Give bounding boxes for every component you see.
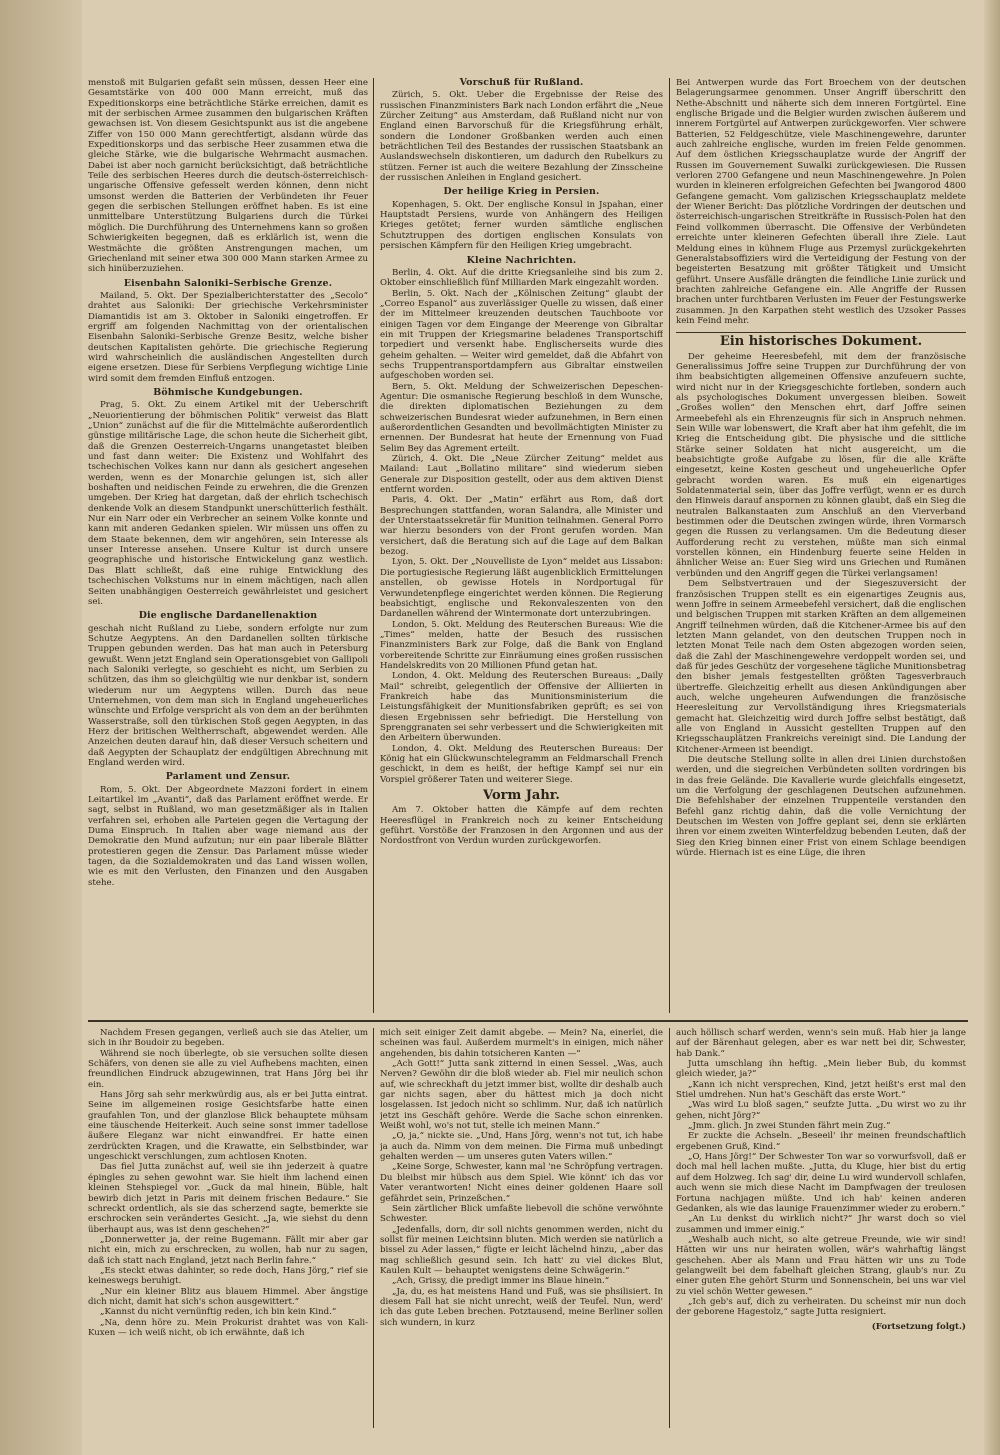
article-dokument-text-1: Der geheime Heeresbefehl, mit dem der französische Generalissimus Joffre seine Truppen zur Durchführung der von ihm beabsichtigten allgemeinen Offensive anzufeuern suchte, wird nicht nur in der Kriegsgeschichte fortleben, sondern auch als psychologisches Dokument unvergessen bleiben. Soweit „Großes wollen“ den Menschen ehrt, darf Joffre seinen Armeebefehl als ein Ehrenzeugnis für sich in Anspruch nehmen. Sein Wille war lobenswert, die Kraft aber hat ihm gefehlt, die im Krieg die Entscheidung gibt. Die physische und die sittliche Stärke seiner Soldaten hat nicht ausgereicht, um die beabsichtigte große Aufgabe zu lösen, für die alle Kräfte eingesetzt, keine Kosten gescheut und ungeheuerliche Opfer gebracht worden waren. Es muß ein eigenartiges Soldatenmaterial sein, über das Joffre verfügt, wenn er es durch den Hinweis darauf anspornen zu können glaubt, daß ein Sieg die neutralen Balkanstaaten zum Anschluß an den Vierverband bestimmen oder die Deutschen zwingen würde, ihren Vormarsch gegen die Russen zu verlangsamen. Um die Bedeutung dieser Aufforderung recht zu verstehen, müßte man sich einmal vorstellen können, ein Hindenburg feuerte seine Helden in ähnlicher Weise an: Euer Sieg wird uns Griechen und Rumänen verbünden und den Angriff gegen die Türkei verlangsamen! bbox=[676, 351, 966, 579]
news-item-zuerich: Zürich, 4. Okt. Die „Neue Zürcher Zeitung“ meldet aus Mailand: Laut „Bollatino militare“ sind wiederum sieben Generale zur Disposition gestellt, oder aus dem aktiven Dienst entfernt worden. bbox=[380, 454, 663, 496]
feuilleton-rule-1 bbox=[373, 1028, 374, 1428]
feuilleton-paragraph: Nachdem Fresen gegangen, verließ auch sie das Atelier, um sich in ihr Boudoir zu begeben. bbox=[88, 1028, 368, 1049]
feuilleton-paragraph: „Keine Sorge, Schwester, kann mal 'ne Schröpfung vertragen. Du bleibst mir hübsch aus dem Spiel. Wie könnt' ich das vor Vater verantworten! Nicht eines deiner goldenen Haare soll gefährdet sein, Prinzeßchen.“ bbox=[380, 1162, 663, 1204]
news-column-3 bbox=[676, 78, 966, 1013]
feuilleton-separator bbox=[88, 1020, 968, 1022]
headline-dardanellen: Die englische Dardanellenaktion bbox=[138, 610, 318, 622]
column-rule-1 bbox=[373, 78, 374, 1013]
headline-persien: Der heilige Krieg in Persien. bbox=[443, 186, 600, 198]
feuilleton-paragraph: „O, ja,“ nickte sie. „Und, Hans Jörg, wenn's not tut, ich habe ja auch da. Nimm von dem meinen. Die Firma muß unbedingt gehalten werden — um unseres guten Vaters willen.“ bbox=[380, 1131, 663, 1163]
feuilleton-paragraph: „Ja, du, es hat meistens Hand und Fuß, was sie phsilisiert. In diesem Fall hat sie nicht unrecht, weiß der Teufel. Nun, werd' ich das gute Leben brechen. Potztausend, meine Berliner sollen sich wundern, in kurz bbox=[380, 1286, 663, 1328]
article-bulgarien-text: menstoß mit Bulgarien gefaßt sein müssen, dessen Heer eine Gesamtstärke von 400 000 Mann erreicht, muß das Expeditionskorps eine beträchtliche Stärke erreichen, damit es mit der serbischen Armee zusammen den bulgarischen Kräften gewachsen ist. Von diesem Gesichtspunkt aus ist die angebene Ziffer von 150 000 Mann gerechtfertigt, alsdann würde das Expeditionskorps und das serbische Heer zusammen etwa die gleiche Stärke, wie die bulgarische Wehrmacht ausmachen. Dabei ist aber noch garnicht berücksichtigt, daß beträchtliche Teile des serbischen Heeres durch die deutsch-österreichisch-ungarische Offensive gefesselt werden können, denn nicht umsonst werden die Batterien der Verbündeten ihr Feuer gegen die serbischen Stellungen eröffnet haben. Es ist eine unmittelbare Unterstützung Bulgariens durch die Türkei möglich. Die Durchführung des Unternehmens kann so großen Schwierigkeiten begegnen, daß es erklärlich ist, wenn die Westmächte die größten Anstrengungen machen, um Griechenland mit seiner etwa 300 000 Mann starken Armee zu sich hinüberzuziehen. bbox=[88, 78, 368, 275]
headline-boehmisch: Böhmische Kundgebungen. bbox=[153, 386, 303, 398]
feuilleton-paragraph: „Weshalb auch nicht, so alte getreue Freunde, wie wir sind! Hätten wir uns nur heiraten wollen, wär's wahrhaftig längst geschehen. Aber als Mann und Frau hätten wir uns zu Tode gelangweilt bei dem fabelhaft gleichen Strang, glaub's nur. Zu einer guten Ehe gehört Sturm und Sonnenschein, bei uns war viel zu viel schön Wetter gewesen.“ bbox=[676, 1234, 966, 1297]
article-boehmisch-text: Prag, 5. Okt. Zu einem Artikel mit der Ueberschrift „Neuorientierung der böhmischen Politik“ verweist das Blatt „Union“ zunächst auf die für die Mittelmächte außerordentlich günstige militärische Lage, die schon heute die Sicherheit gibt, daß die Grenzen Oesterreich-Ungarns unangetastet bleiben und fast dann weiter: Die Existenz und Wohlfahrt des tschechischen Volkes kann nur dann als gesichert angesehen werden, wenn es der Monarchie gelungen ist, sich aller boshaften und neidischen Feinde zu erwehren, die die Grenzen umgeben. Der Krieg hat dargetan, daß der ehrlich tschechisch denkende Volk an diesem Standpunkt unerschütterlich festhält. Nur ein Narr oder ein Verbrecher an seinem Volke konnte und kann mit anderen Gedanken spielen. Wir müssen uns offen zu dem Staate bekennen, dem wir angehören, sein Interesse als unser Interesse ansehen. Unsere Kultur ist durch unsere geographische und historische Entwickelung ganz westlich. Das Blatt schließt, daß eine ruhige Entwicklung des tschechischen Volkstums nur in einem mächtigen, nach allen Seiten unabhängigen Oesterreich gewährleistet und gesichert sei. bbox=[88, 400, 368, 607]
feuilleton-paragraph: „Kann ich nicht versprechen, Kind, jetzt heißt's erst mal den Stiel umdrehen. Nun hat's Geschäft das erste Wort.“ bbox=[676, 1079, 966, 1101]
page-margin-right bbox=[984, 0, 1000, 1455]
page-margin-left bbox=[0, 0, 82, 1455]
news-item-berlin-2: Berlin, 5. Okt. Nach der „Kölnischen Zeitung“ glaubt der „Correo Espanol“ aus zuverlässiger Quelle zu wissen, daß einer der im Mittelmeer kreuzenden deutschen Tauchboote vor einigen Tagen vor dem Eingange der Meerenge von Gibraltar ein mit Truppen der Kriegsmarine beladenes Transportschiff torpediert und versenkt habe. Englischerseits wurde dies geheim gehalten. — Weiter wird gemeldet, daß die Abfahrt von sechs Truppentransportdampfern aus Gibraltar einstweilen aufgeschoben worden sei. bbox=[380, 288, 663, 382]
news-item-paris: Paris, 4. Okt. Der „Matin“ erfährt aus Rom, daß dort Besprechungen stattfanden, woran Salandra, alle Minister und der Unterstaatssekretär für Munition teilnahmen. General Porro war hierzu besonders von der Front gerufen worden. Man versichert, daß die Beratung sich auf die Lage auf dem Balkan bezog. bbox=[380, 495, 663, 558]
feuilleton-paragraph: „Was wird Lu bloß sagen,“ seufzte Jutta. „Du wirst wo zu ihr gehen, nicht Jörg?“ bbox=[676, 1100, 966, 1121]
feuilleton-paragraph: Er zuckte die Achseln. „Beseeil' ihr meinen freundschaftlich ergebenen Gruß, Kind.“ bbox=[676, 1131, 966, 1152]
feuilleton-paragraph: Hans Jörg sah sehr merkwürdig aus, als er bei Jutta eintrat. Seine im allgemeinen rosige Gesichtsfarbe hatte einen graufahlen Ton, und der glanzlose Blick behauptete mühsam eine täuschende Heiterkeit. Auch seine sonst immer tadellose äußere Eleganz war nicht einwandfrei. Er hatte einen zerdrückten Kragen, und die Krawatte, ein Selbstbinder, war ungeschickt verschlungen, zum achtlosen Knoten. bbox=[88, 1090, 368, 1163]
article-eisenbahn-text: Mailand, 5. Okt. Der Spezialberichterstatter des „Secolo“ drahtet aus Saloniki: Der griechische Verkehrsminister Diamantidis ist am 3. Oktober in Saloniki eingetroffen. Er ergriff am folgenden Nachmittag von der orientalischen Eisenbahn Saloniki–Serbische Grenze Besitz, welche bisher deutschen Kapitalisten gehörte. Die griechische Regierung wird wahrscheinlich die ausländischen Angestellten durch eigene ersetzen. Diese für Serbiens Verpflegung wichtige Linie wird somit dem fremden Einfluß entzogen. bbox=[88, 290, 368, 384]
headline-kleine-nachrichten: Kleine Nachrichten. bbox=[466, 254, 577, 266]
feuilleton-paragraph: „Nur ein kleiner Blitz aus blauem Himmel. Aber ängstige dich nicht, damit hat sich's schon ausgewittert.“ bbox=[88, 1286, 368, 1307]
feuilleton-paragraph: Das fiel Jutta zunächst auf, weil sie ihn jederzeit à quatre épingles zu sehen gewohnt war. Sie hielt ihm lachend einen kleinen Stehspiegel vor. „Guck da mal hinein, Büble, halt bewirb dich jetzt in Paris mit deinem frischen Bedaure.“ Sie schreckt ordentlich, als sie das scherzend sagte, bemerkte sie erschrocken sein verändertes Gesicht. „Ja, wie siehst du denn überhaupt aus, was ist denn geschehen?“ bbox=[88, 1162, 368, 1235]
news-item-london-1: London, 5. Okt. Meldung des Reuterschen Bureaus: Wie die „Times“ melden, hatte der Besuch des russischen Finanzministers Bark zur Folge, daß die Bank von England vorbereitende Schritte zur Einräumung eines großen russischen Handelskredits von 20 Millionen Pfund getan hat. bbox=[380, 619, 663, 671]
headline-vorschuss: Vorschuß für Rußland. bbox=[459, 78, 584, 88]
feuilleton-rule-2 bbox=[669, 1028, 670, 1428]
feuilleton-column-2 bbox=[380, 1028, 663, 1428]
feuilleton-paragraph: „Jedenfalls, dorn, dir soll nichts genommen werden, nicht du sollst für meinen Leichtsinn bluten. Mich werden sie natürlich a bissel zu Ader lassen,“ fügte er leicht lächelnd hinzu, „aber das mag schließlich gesund sein. Ich hatt' zu viel dickes Blut, Kaulen Kult — behauptet wenigstens deine Schwägerin.“ bbox=[380, 1224, 663, 1276]
news-item-london-2: London, 4. Okt. Meldung des Reuterschen Bureaus: „Daily Mail“ schreibt, gelegentlich der Offensive der Alliierten in Frankreich habe das Munitionsministerium die Leistungsfähigkeit der Munitionsfabriken geprüft; es sei von diesen Ergebnissen sehr befriedigt. Die Herstellung von Sprenggranaten sei sehr verbessert und die Schwierigkeiten mit den Arbeitern überwunden. bbox=[380, 671, 663, 744]
article-vorm-jahr-text: Am 7. Oktober hatten die Kämpfe auf dem rechten Heeresflügel in Frankreich noch zu keiner Entscheidung geführt. Vorstöße der Franzosen in den Argonnen und aus der Nordostfront von Verdun wurden zurückgeworfen. bbox=[380, 805, 663, 847]
feuilleton-paragraph: „Donnerwetter ja, der reine Bugemann. Fällt mir aber gar nicht ein, mich zu erschrecken, zu wollen, hab nur zu sagen, daß ich statt nach England, jetzt nach Berlin fahre.“ bbox=[88, 1234, 368, 1266]
headline-parlament: Parlament und Zensur. bbox=[165, 771, 291, 783]
headline-eisenbahn: Eisenbahn Saloniki–Serbische Grenze. bbox=[123, 277, 333, 289]
feuilleton-column-3 bbox=[676, 1028, 966, 1428]
column-rule-2 bbox=[669, 78, 670, 1013]
news-item-lyon: Lyon, 5. Okt. Der „Nouvelliste de Lyon“ meldet aus Lissabon: Die portugiesische Regierung läßt augenblicklich Ermittelungen anstellen, ob gewisse Hotels in Nordportugal für Verwundetenpflege eingerichtet werden können. Die Regierung beabsichtigt, englische und Rekonvaleszenten von den Dardanellen während der Wintermonate dort unterzubringen. bbox=[380, 557, 663, 620]
feuilleton-paragraph: „An Lu denkst du wirklich nicht?“ Jhr warst doch so viel zusammen und immer einig.“ bbox=[676, 1214, 966, 1235]
news-column-2 bbox=[380, 78, 663, 1013]
feuilleton-paragraph: „O, Hans Jörg!“ Der Schwester Ton war so vorwurfsvoll, daß er doch mal hell lachen mußte. „Jutta, du Kluge, hier bist du ertig auf dem Holzweg. Ich sag' dir, deine Lu wird wundervoll schlafen, auch wenn sie mich diese Nacht im Dampfwagen der treulosen Fortuna nachjagen müßte. Und ich hab' keinen anderen Gedanken, als wie das launige Frauenzimmer wieder zu erobern.“ bbox=[676, 1152, 966, 1214]
news-item-london-3: London, 4. Okt. Meldung des Reuterschen Bureaus: Der König hat ein Glückwunschtelegramm an Feldmarschall French geschickt, in dem es heißt, der heftige Kampf sei nur ein Vorspiel größerer Taten und weiterer Siege. bbox=[380, 743, 663, 785]
feuilleton-paragraph: „Kannst du nicht vernünftig reden, ich bin kein Kind.“ bbox=[100, 1307, 337, 1318]
article-vorschuss-text: Zürich, 5. Okt. Ueber die Ergebnisse der Reise des russischen Finanzministers Bark nach London erfährt die „Neue Zürcher Zeitung“ aus Amsterdam, daß Rußland nicht nur von England einen Barvorschuß für die Kriegsführung erhält, sondern die Londoner Großbanken werden auch einen beträchtlichen Teil des Bestandes der russischen Staatsbank an Auslandswechseln diskontieren, um dadurch den Rubelkurs zu stützen. Ferner ist auch die weitere Bezahlung der Zinsscheine der russischen Anleihen in England gesichert. bbox=[380, 90, 663, 184]
headline-vorm-jahr: Vorm Jahr. bbox=[483, 788, 560, 804]
feuilleton-paragraph: „Ach Gott!“ Jutta sank zitternd in einen Sessel. „Was, auch Nerven? Gewöhn dir die bloß wieder ab. Fiel mir neulich schon auf, wie schreckhaft du jetzt immer bist, wollte dir deshalb auch gar nichts sagen, aber du hättest mich ja doch nicht losgelassen. Ist jedoch nicht so schlimm. Nur, daß ich natürlich jetzt ins Geschäft gehöre. Werde die Sache schon einrenken. Weißt wohl, wo's not tut, stelle ich meinen Mann.“ bbox=[380, 1059, 663, 1132]
feuilleton-paragraph: „Ich geb's auf, dich zu verheiraten. Du scheinst mir nun doch der geborene Hagestolz,“ sagte Jutta resigniert. bbox=[676, 1296, 966, 1318]
article-dokument-text-2: Dem Selbstvertrauen und der Siegeszuversicht der französischen Truppen stellt es ein eigenartiges Zeugnis aus, wenn Joffre in seinem Armeebefehl versichert, daß die englischen und belgischen Truppen mit starken Kräften an dem allgemeinen Angriff teilnehmen würden, daß die Kitchener-Armee bis auf den letzten Mann gelandet, von den deutschen Truppen noch in letzten Monat Teile nach dem Osten abgezogen worden seien, daß die Zahl der Maschinengewehre verdoppelt worden sei, und daß für jedes Geschütz der vorgesehene tägliche Munitionsbetrag den bisher jemals festgestellten größten Tagesverbrauch übertreffe. Gleichzeitig erhellt aus diesen Ankündigungen aber auch, welche ungeheuren Aufwendungen die französische Heeresleitung zur Vervollständigung ihres Kriegsmaterials gemacht hat. Gleichzeitig wird durch Joffre selbst bestätigt, daß alle von England in Aussicht gestellten Truppen auf den Kriegsschauplätzen Frankreichs vereinigt sind. Die Landung der Kitchener-Armeen ist beendigt. bbox=[676, 579, 966, 755]
news-column-1 bbox=[88, 78, 368, 1013]
feuilleton-paragraph: „Ach, Grissy, die predigt immer ins Blaue hinein.“ bbox=[392, 1276, 610, 1287]
article-parlament-text: Rom, 5. Okt. Der Abgeordnete Mazzoni fordert in einem Leitartikel im „Avanti“, daß das Parlament eröffnet werde. Er sagt, selbst in Rußland, wo man gesetzmäßiger als in Italien verfahren sei, erhoben alle Parteien gegen die Vertagung der Duma Einspruch. In Italien aber wage niemand aus der Demokratie den Mund aufzutun; nur ein paar liberale Blätter protestieren gegen die Zensur. Das Parlament müsse wieder tagen, da die Sozialdemokraten und das Land wissen wollen, wie es mit den Verlusten, den Finanzen und den Ausgaben stehe. bbox=[88, 784, 368, 888]
article-vorm-jahr-continued: Bei Antwerpen wurde das Fort Broechem von der deutschen Belagerungsarmee genommen. Unser Angriff überschritt den Nethe-Abschnitt und näherte sich dem inneren Fortgürtel. Eine englische Brigade und die Belgier wurden zwischen äußerem und innerem Fortgürtel auf Antwerpen zurückgeworfen. Vier schwere Batterien, 52 Feldgeschütze, viele Maschinengewehre, darunter auch zahlreiche englische, wurden im freien Felde genommen. Auf dem östlichen Kriegsschauplatze wurde der Angriff der Russen im Gouvernement Suwalki zurückgewiesen. Die Russen verloren 2700 Gefangene und neun Maschinengewehre. Jn Polen wurden in kleineren erfolgreichen Gefechten bei Jwangorod 4800 Gefangene gemacht. Vom galizischen Kriegsschauplatz meldete der Wiener Bericht: Das plötzliche Vordringen der deutschen und österreichisch-ungarischen Streitkräfte in Russisch-Polen hat den Feind vollkommen überrascht. Die Offensive der Verbündeten erreichte unter kleineren Gefechten überall ihre Ziele. Laut Meldung eines in kühnem Fluge aus Przemysl zurückgekehrten Generalstabsoffiziers wird die Verteidigung der Festung von der begeisterten Besatzung mit größter Tätigkeit und Umsicht geführt. Unsere Ausfälle drängten die feindliche Linie zurück und brachten zahlreiche Gefangene ein. Alle Angriffe der Russen brachen unter furchtbaren Verlusten im Feuer der Festungswerke zusammen. Jn den Karpathen steht westlich des Uzsoker Passes kein Feind mehr. bbox=[676, 78, 966, 326]
headline-historisches-dokument: Ein historisches Dokument. bbox=[676, 332, 966, 347]
article-dokument-text-3: Die deutsche Stellung sollte in allen drei Linien durchstoßen werden, und die siegreichen Verbündeten sollten vordringen bis in das freie Gelände. Die Kavallerie wurde gleichfalls eingesetzt, um die Verfolgung der geschlagenen Deutschen aufzunehmen. Die Befehlshaber der einzelnen Truppenteile verstanden den Befehl ganz richtig dahin, daß die volle Vernichtung der Deutschen im Westen von Joffre geplant sei, denn sie erklärten ihren vor einem zweiten Winterfeldzug bebenden Leuten, daß der Sieg den Krieg binnen einer Frist von einem Schlage beendigen würde. Hiernach ist es eine Lüge, die ihren bbox=[676, 755, 966, 859]
feuilleton-paragraph: „Es steckt etwas dahinter, so rede doch, Hans Jörg,“ rief sie keineswegs beruhigt. bbox=[88, 1265, 368, 1287]
article-persien-text: Kopenhagen, 5. Okt. Der englische Konsul in Jspahan, einer Hauptstadt Persiens, wurde von Anhängern des Heiligen Krieges getötet; ferner wurden sämtliche englischen Schutztruppen des dortigen englischen Konsulats von persischen Kämpfern für den Heiligen Krieg umgebracht. bbox=[380, 199, 663, 252]
news-item-bern: Bern, 5. Okt. Meldung der Schweizerischen Depeschen-Agentur: Die osmanische Regierung beschloß in dem Wunsche, die direkten diplomatischen Beziehungen zu dem schweizerischen Bundesrat wieder aufzunehmen, in Bern einen außerordentlichen Gesandten und bevollmächtigten Minister zu ernennen. Der Bundesrat hat heute der Ernennung von Fuad Selim Bey das Agrement erteilt. bbox=[380, 381, 663, 454]
feuilleton-paragraph: mich seit einiger Zeit damit abgebe. — Mein? Na, einerlei, die scheinen was faul. Außerdem murmelt's in einigen, mich näher angehenden, bis dahin totsicheren Kanten —“ bbox=[380, 1028, 663, 1059]
feuilleton-paragraph: „Na, denn höre zu. Mein Prokurist drahtet was von Kali-Kuxen — ich weiß nicht, ob ich erwähnte, daß ich bbox=[88, 1317, 368, 1338]
feuilleton-paragraph: auch höllisch scharf werden, wenn's sein muß. Hab hier ja lange auf der Bärenhaut gelegen, aber es war nett bei dir, Schwester, hab Dank.“ bbox=[676, 1028, 966, 1059]
feuilleton-column-1 bbox=[88, 1028, 368, 1428]
continuation-note: (Fortsetzung folgt.) bbox=[871, 1321, 966, 1332]
article-dardanellen-text: geschah nicht Rußland zu Liebe, sondern erfolgte nur zum Schutze Aegyptens. An den Dardanellen sollten türkische Truppen gebunden werden. Das hat man auch in Petersburg gewußt. Wenn jetzt England sein Operationsgebiet von Gallipoli nach Saloniki verlegte, so geschieht es nicht, um Serbien zu schützen, das ihm so gleichgültig wie nur denkbar ist, sondern wiederum nur um Aegyptens willen. Durch das neue Unternehmen, von dem man sich in England ungeheuerliches wünschte und Erfolge verspricht als von dem an der berühmten Wasserstraße, soll den türkischen Stoß gegen Aegypten, in das Herz der britischen Weltherrschaft, abgewendet werden. Alle Anzeichen deuten darauf hin, daß dieser Versuch scheitern und daß Aegypten der Schauplatz der endgültigen Abrechnung mit England werden wird. bbox=[88, 623, 368, 768]
feuilleton-paragraph: Jutta umschlang ihn heftig. „Mein lieber Bub, du kommst gleich wieder, ja?“ bbox=[676, 1059, 966, 1080]
feuilleton-paragraph: „Jmm. glich. Jn zwei Stunden fährt mein Zug.“ bbox=[688, 1121, 891, 1132]
news-item-berlin-1: Berlin, 4. Okt. Auf die dritte Kriegsanleihe sind bis zum 2. Oktober einschließlich fünf Milliarden Mark eingezahlt worden. bbox=[380, 267, 663, 289]
feuilleton-paragraph: Während sie noch überlegte, ob sie versuchen sollte diesen Schäfers, von denen sie alle zu viel Aufhebens machten, einen freundlichen Eindruck abzugewinnen, trat Hans Jörg bei ihr ein. bbox=[88, 1048, 368, 1090]
feuilleton-paragraph: Sein zärtlicher Blick umfaßte liebevoll die schöne verwöhnte Schwester. bbox=[380, 1203, 663, 1225]
